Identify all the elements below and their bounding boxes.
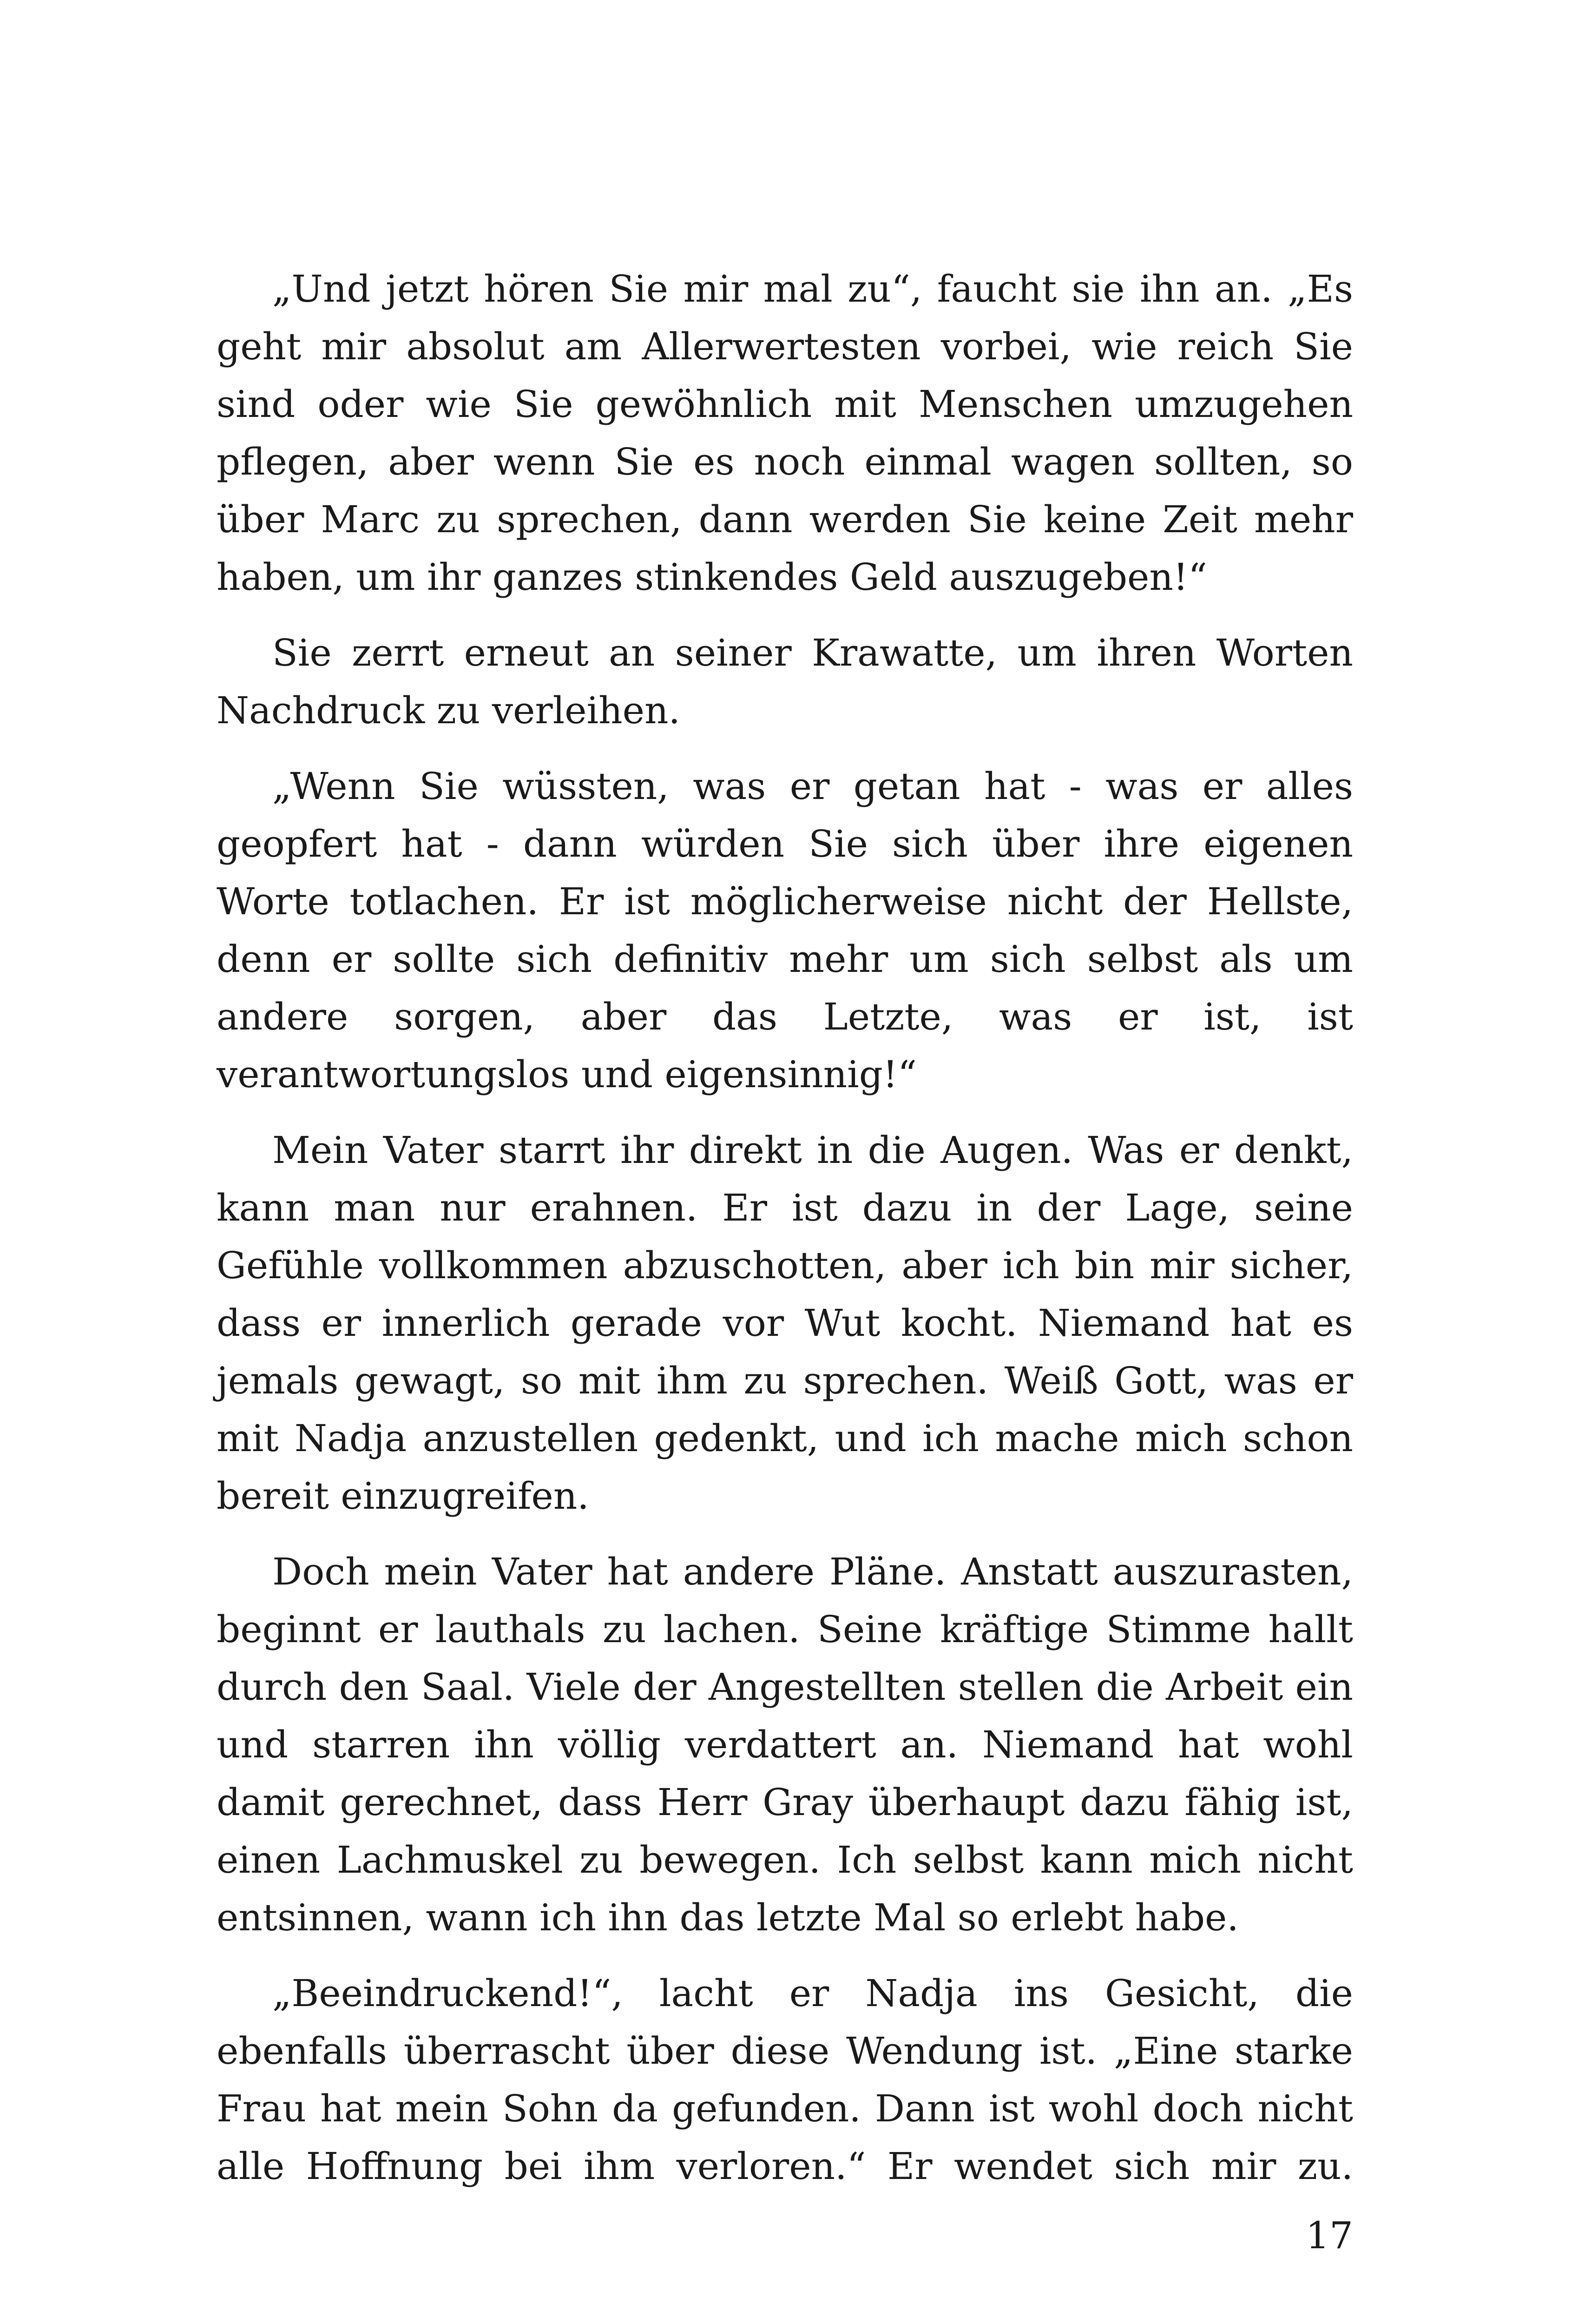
paragraph-2: Sie zerrt erneut an seiner Krawatte, um ihren Worten Nachdruck zu verleihen. — [217, 631, 1353, 732]
paragraph-6: „Beeindruckend!“, lacht er Nadja ins Gesicht, die ebenfalls überrascht über diese Wendung ist. „Eine starke Frau hat mein Sohn da gefunden. Dann ist wohl doch nicht alle Hoffnung bei ihm verloren.“ Er wendet sich mir zu. — [217, 1972, 1353, 2188]
page-text-block — [217, 260, 1353, 2213]
paragraph-3: „Wenn Sie wüssten, was er getan hat - was er alles geopfert hat - dann würden Sie sich über ihre eigenen Worte totlachen. Er ist möglicherweise nicht der Hellste, denn er sollte sich definitiv mehr um sich selbst als um andere sorgen, aber das Letzte, was er ist, ist verantwortungslos und eigensinnig!“ — [217, 765, 1353, 1096]
paragraph-4: Mein Vater starrt ihr direkt in die Augen. Was er denkt, kann man nur erahnen. Er ist dazu in der Lage, seine Gefühle vollkommen abzuschotten, aber ich bin mir sicher, dass er innerlich gerade vor Wut kocht. Niemand hat es jemals gewagt, so mit ihm zu sprechen. Weiß Gott, was er mit Nadja anzustellen gedenkt, und ich mache mich schon bereit einzugreifen. — [217, 1129, 1353, 1518]
paragraph-5: Doch mein Vater hat andere Pläne. Anstatt auszurasten, beginnt er lauthals zu lachen. Seine kräftige Stimme hallt durch den Saal. Viele der Angestellten stellen die Arbeit ein und starren ihn völlig verdattert an. Niemand hat wohl damit gerechnet, dass Herr Gray überhaupt dazu fähig ist, einen Lachmuskel zu bewegen. Ich selbst kann mich nicht entsinnen, wann ich ihn das letzte Mal so erlebt habe. — [217, 1550, 1353, 1939]
page-number: 17 — [1306, 2214, 1353, 2257]
paragraph-1: „Und jetzt hören Sie mir mal zu“, faucht sie ihn an. „Es geht mir absolut am Allerwertesten vorbei, wie reich Sie sind oder wie Sie gewöhnlich mit Menschen umzugehen pflegen, aber wenn Sie es noch einmal wagen sollten, so über Marc zu sprechen, dann werden Sie keine Zeit mehr haben, um ihr ganzes stinkendes Geld auszugeben!“ — [217, 267, 1353, 599]
